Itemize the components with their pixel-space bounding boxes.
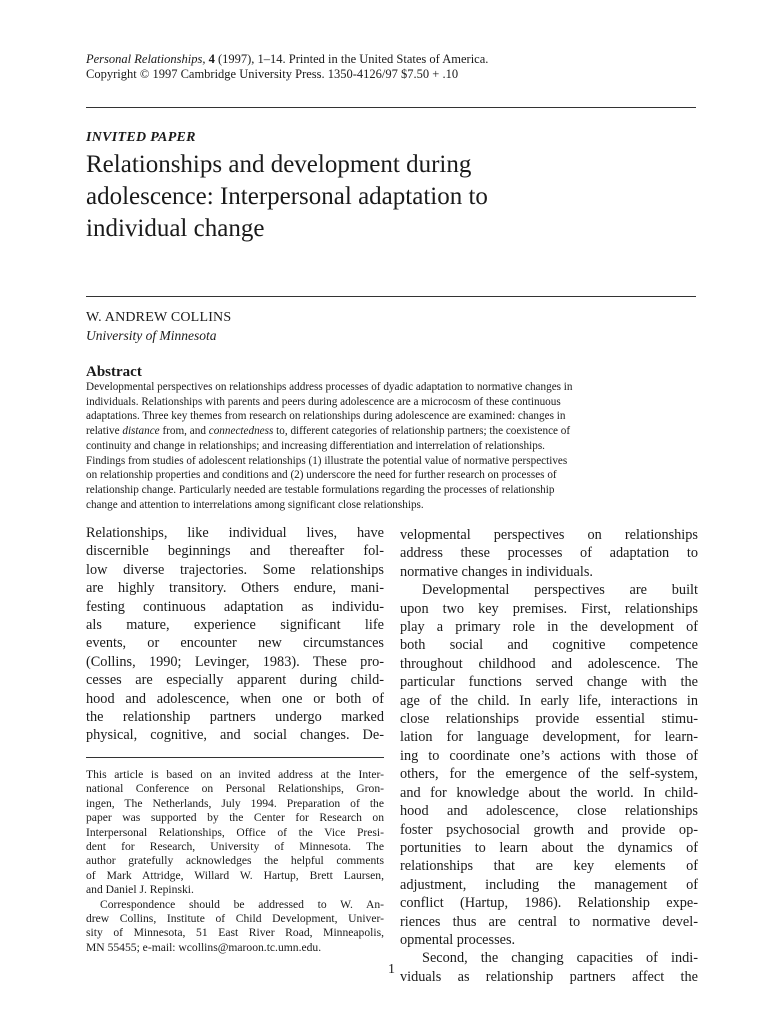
body-line: velopmental perspectives on relationships xyxy=(400,527,698,543)
abstract-line: continuity and change in relationships; and increasing differentiation and interrelation of relationships. xyxy=(86,439,545,452)
abstract-line: Findings from studies of adolescent relationships (1) illustrate the potential value of normative perspectives xyxy=(86,454,568,467)
body-line: festing continuous adaptation as individu- xyxy=(86,598,384,615)
body-line: Relationships, like individual lives, have xyxy=(86,525,384,541)
footnote-line: Correspondence should be addressed to W. An- xyxy=(100,897,384,911)
body-line: discernible beginnings and thereafter fol- xyxy=(86,543,384,560)
body-column-left xyxy=(86,524,384,745)
body-line: ing to coordinate one’s actions with those of xyxy=(400,747,698,764)
body-line: conflict (Hartup, 1986). Relationship expe- xyxy=(400,895,698,912)
abstract-line xyxy=(86,424,698,439)
body-line: both social and cognitive competence xyxy=(400,637,698,654)
body-line: others, for the emergence of the self-system, xyxy=(400,766,698,783)
abstract-heading: Abstract xyxy=(86,364,142,380)
body-line: viduals as relationship partners affect the xyxy=(400,968,698,985)
abstract-text: from, and xyxy=(159,425,209,438)
title-divider xyxy=(86,296,696,297)
body-line: portunities to learn about the dynamics of xyxy=(400,839,698,856)
abstract-body xyxy=(86,380,698,512)
title-line: Relationships and development during xyxy=(86,151,472,178)
footnote-line: and Daniel J. Repinski. xyxy=(86,883,194,897)
footnote-line: ingen, The Netherlands, July 1994. Preparation of the xyxy=(86,796,384,810)
body-line: events, or encounter new circumstances xyxy=(86,635,384,652)
body-line: normative changes in individuals. xyxy=(400,563,593,580)
copyright-line: Copyright © 1997 Cambridge University Press. 1350-4126/97 $7.50 + .10 xyxy=(86,67,459,81)
body-line: and for knowledge about the world. In child- xyxy=(400,784,698,801)
journal-volume: 4 xyxy=(208,52,215,66)
body-line: close relationships provide essential stimu- xyxy=(400,711,698,728)
body-line: hood and adolescence, close relationships xyxy=(400,803,698,820)
footnote-line: This article is based on an invited address at the Inter- xyxy=(86,768,384,781)
footnote-line: MN 55455; e-mail: wcollins@maroon.tc.umn.edu. xyxy=(86,940,322,954)
page-number: 1 xyxy=(388,962,395,977)
body-line: als mature, experience significant life xyxy=(86,617,384,634)
body-line: hood and adolescence, when one or both of xyxy=(86,690,384,707)
footnote-line: national Conference on Personal Relationships, Gron- xyxy=(86,782,384,796)
abstract-emphasis-connectedness: connectedness xyxy=(208,425,274,438)
body-line: low diverse trajectories. Some relationships xyxy=(86,561,384,578)
body-line: upon two key premises. First, relationships xyxy=(400,600,698,617)
abstract-emphasis-distance: distance xyxy=(122,425,160,438)
body-line: lation for language development, for learn- xyxy=(400,729,698,746)
abstract-text: to, different categories of relationship partners; the coexistence of xyxy=(273,425,571,438)
body-line: address these processes of adaptation to xyxy=(400,545,698,562)
body-line: play a primary role in the development of xyxy=(400,619,698,636)
footnote-line: of Mark Attridge, Willard W. Hartup, Brett Laursen, xyxy=(86,868,384,882)
body-column-right xyxy=(400,526,698,986)
article-label: INVITED PAPER xyxy=(86,130,196,145)
author-name: W. ANDREW COLLINS xyxy=(86,310,232,325)
footnote-line: sity of Minnesota, 51 East River Road, Minneapolis, xyxy=(86,926,384,940)
body-line: throughout childhood and adolescence. The xyxy=(400,655,698,672)
body-line: Second, the changing capacities of indi- xyxy=(422,950,698,967)
author-affiliation: University of Minnesota xyxy=(86,328,217,343)
body-line: riences thus are central to normative devel- xyxy=(400,913,698,930)
body-line: age of the child. In early life, interactions in xyxy=(400,692,698,709)
footnote-line: Interpersonal Relationships, Office of the Vice Presi- xyxy=(86,825,384,839)
body-line: physical, cognitive, and social changes. De- xyxy=(86,727,384,744)
abstract-line: individuals. Relationships with parents and peers during adolescence are a microcosm of these continuous xyxy=(86,395,561,408)
body-line: particular functions served change with the xyxy=(400,674,698,691)
abstract-line: on relationship properties and conditions and (2) underscore the need for further research on processes of xyxy=(86,469,557,482)
journal-header xyxy=(86,52,696,82)
footnote-line: author gratefully acknowledges the helpful comments xyxy=(86,854,384,868)
abstract-line: Developmental perspectives on relationships address processes of dyadic adaptation to normative changes in xyxy=(86,381,573,393)
abstract-text: relative xyxy=(86,425,123,438)
citation-rest: (1997), 1–14. Printed in the United States of America. xyxy=(214,52,489,66)
citation-line xyxy=(86,52,696,67)
body-line: relationships that are key elements of xyxy=(400,858,698,875)
body-line: adjustment, including the management of xyxy=(400,876,698,893)
footnote-line: dent for Research, University of Minnesota. The xyxy=(86,840,384,854)
article-title xyxy=(86,149,696,245)
body-line: (Collins, 1990; Levinger, 1983). These pro- xyxy=(86,653,384,670)
header-divider xyxy=(86,107,696,108)
abstract-line: change and attention to interrelations among significant close relationships. xyxy=(86,498,424,511)
title-line: adolescence: Interpersonal adaptation to xyxy=(86,183,488,210)
body-line: opmental processes. xyxy=(400,931,516,948)
footnote-divider xyxy=(86,757,384,758)
body-line: Developmental perspectives are built xyxy=(422,582,698,599)
footnote-line: paper was supported by the Center for Research on xyxy=(86,811,384,825)
journal-name: Personal Relationships, xyxy=(86,52,206,66)
title-line: individual change xyxy=(86,215,265,242)
abstract-line: adaptations. Three key themes from research on relationships during adolescence are examined: changes in xyxy=(86,410,566,423)
body-line: are highly transitory. Others endure, mani- xyxy=(86,580,384,597)
body-line: foster psychosocial growth and provide op- xyxy=(400,821,698,838)
body-line: cesses are especially apparent during child- xyxy=(86,672,384,689)
abstract-line: relationship change. Particularly needed are testable formulations regarding the processes of relationship xyxy=(86,483,555,496)
footnote-line: drew Collins, Institute of Child Development, Univer- xyxy=(86,912,384,926)
body-line: the relationship partners undergo marked xyxy=(86,709,384,726)
footnotes xyxy=(86,768,384,955)
